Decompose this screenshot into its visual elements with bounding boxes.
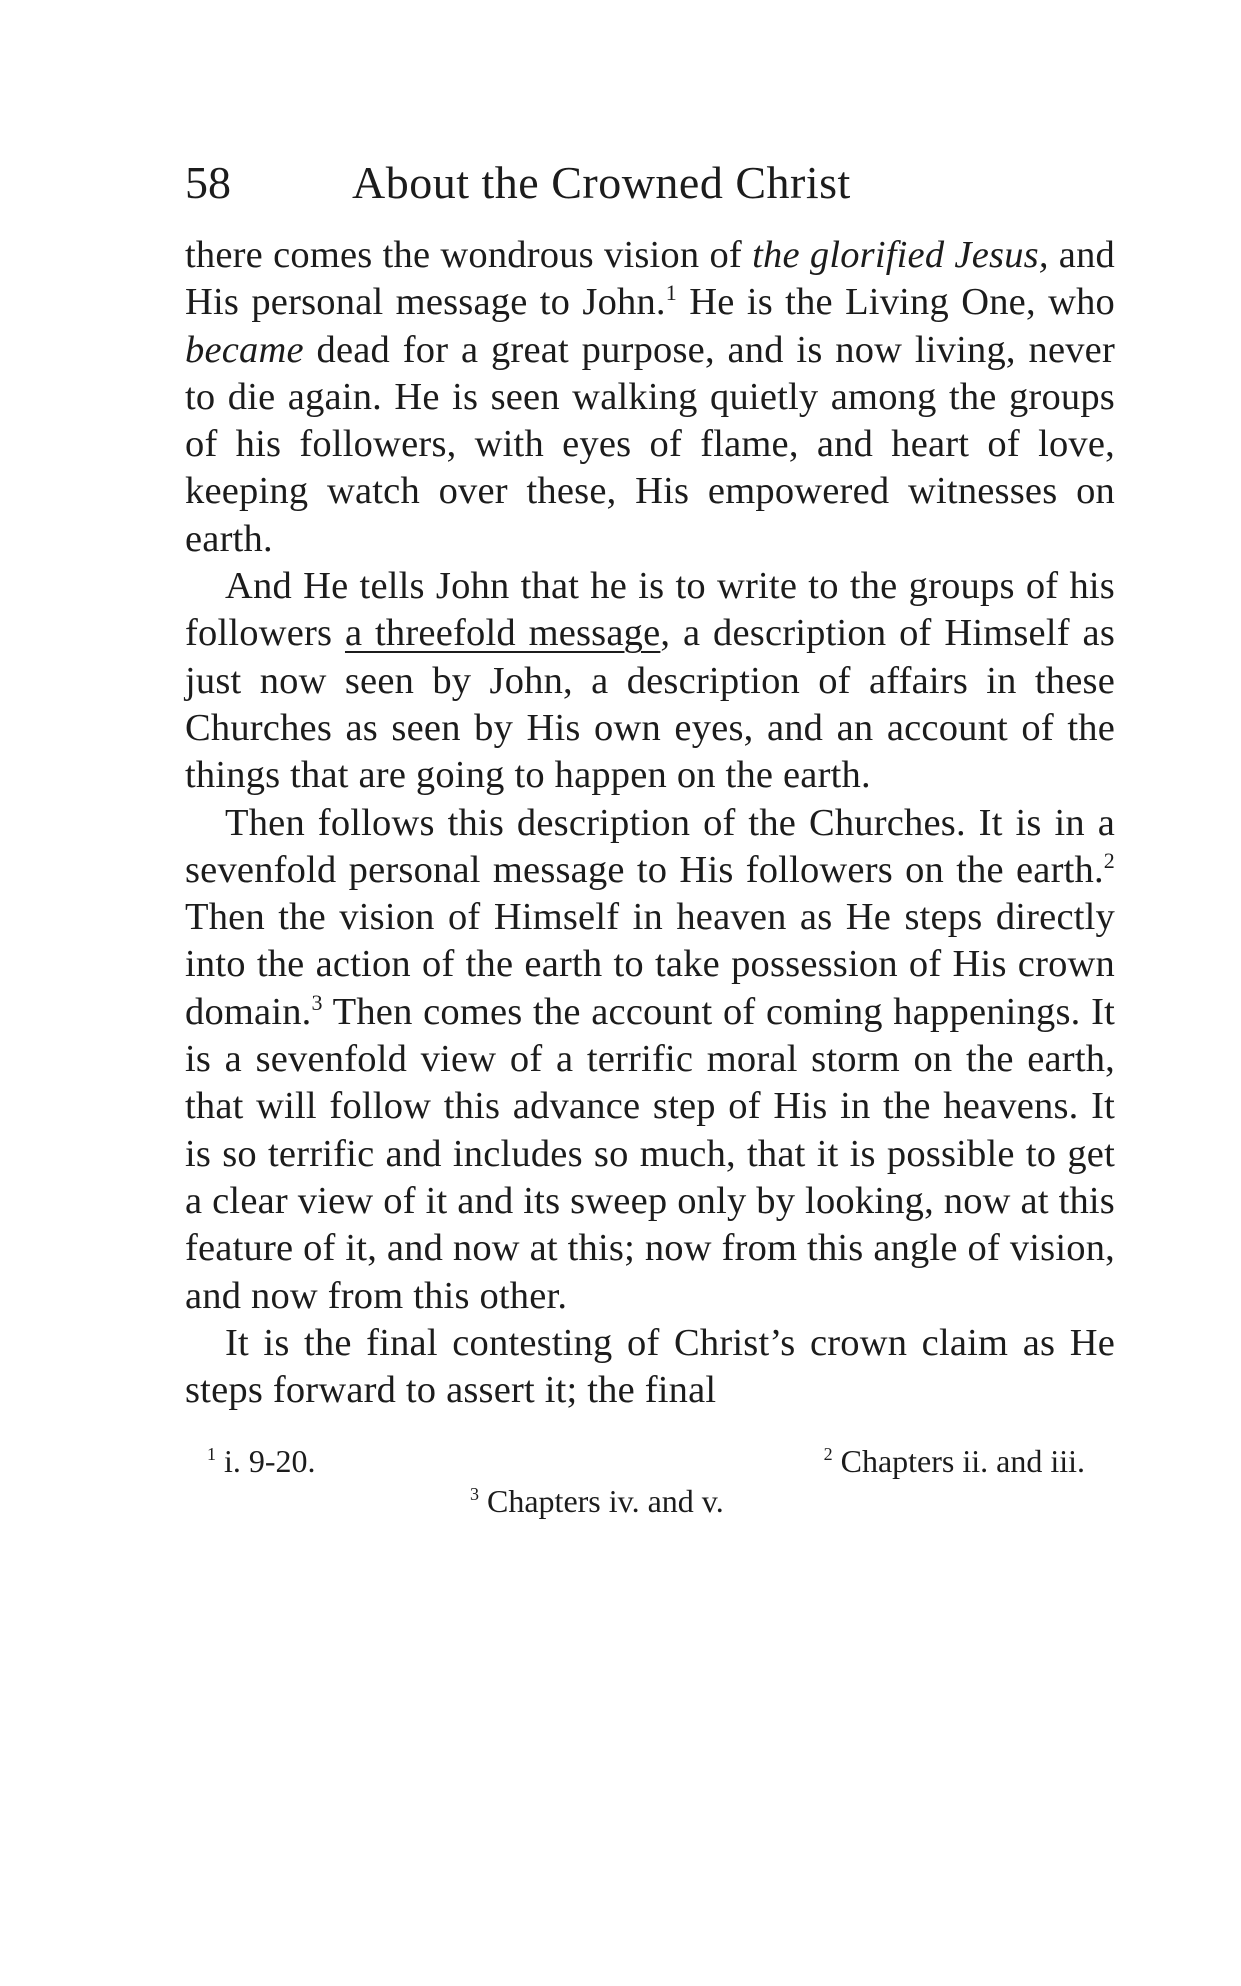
text-run: and His personal message to John. (185, 234, 1115, 324)
text-run: dead for a great purpose, and is now living, never to die again. He is seen walking quietly among the groups of his followers, with eyes of flame, and heart of love, keeping watch over these, His empowered witnesses on earth. (185, 328, 1115, 560)
text-run: Then comes the account of coming happenings. It is a sevenfold view of a terrific moral storm on the earth, that will follow this advance step of His in the heavens. It is so terrific and includes so much, that it is possible to get a clear view of it and its sweep only by looking, now at this feature of it, and now at this; now from this angle of vision, and now from this other. (185, 990, 1115, 1317)
page-number: 58 (185, 157, 231, 208)
paragraph (185, 800, 1115, 1320)
paragraph (185, 232, 1115, 563)
footnote-text: i. 9-20. (224, 1443, 316, 1480)
text-run: , a description of Himself as just now seen by John, a description of affairs in these Churches as seen by His own eyes, and an account of the things that are going to happen on the earth. (185, 612, 1115, 797)
footnote-text: Chapters ii. and iii. (840, 1443, 1085, 1480)
text-run: He is the Living One, who (676, 281, 1115, 324)
footnote-text: Chapters iv. and v. (487, 1483, 724, 1520)
footnote-mark: 2 (823, 1444, 833, 1465)
running-title: About the Crowned Christ (352, 157, 851, 208)
footnote-2 (824, 1440, 1085, 1482)
footnote-mark: 3 (470, 1484, 479, 1505)
underlined-text: a threefold message (344, 612, 661, 655)
footnote-3 (470, 1480, 724, 1522)
text-run: there comes the wondrous vision of (185, 234, 753, 276)
footnote-reference: 3 (311, 989, 323, 1015)
body-text (185, 232, 1115, 1414)
running-head (185, 150, 1115, 216)
text-run: And He tells John that he is to write to the groups of his followers (185, 565, 1115, 655)
paragraph (185, 1320, 1115, 1415)
italic-text: the glorified Jesus, (752, 234, 1049, 276)
text-run: Then the vision of Himself in heaven as He steps directly into the action of the earth to take possession of His crown domain. (185, 896, 1115, 1033)
footnote-1 (207, 1440, 316, 1482)
footnote-reference: 1 (665, 280, 677, 306)
paragraph (185, 563, 1115, 799)
italic-text: became (185, 328, 304, 371)
text-run: Then follows this description of the Churches. It is in a sevenfold personal message to His followers on the earth. (185, 801, 1115, 891)
footnote-reference: 2 (1103, 847, 1115, 873)
footnotes (185, 1440, 1115, 1530)
book-page (185, 150, 1115, 1530)
footnote-mark: 1 (207, 1444, 216, 1465)
text-run: It is the final contesting of Christ’s crown claim as He steps forward to assert it; the final (185, 1321, 1115, 1412)
